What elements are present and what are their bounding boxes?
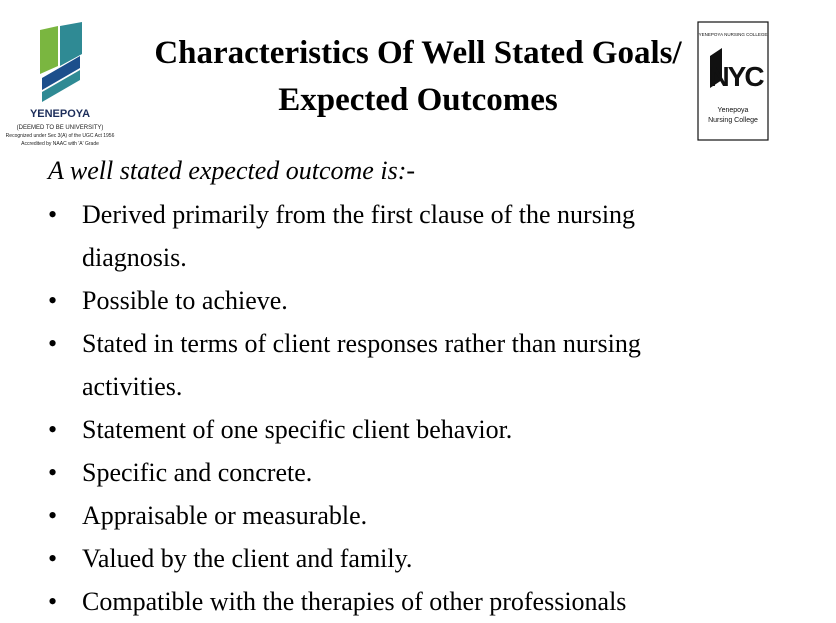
bullet-text: Compatible with the therapies of other professionals (82, 587, 627, 616)
svg-text:Yenepoya: Yenepoya (717, 107, 749, 114)
bullet-marker: • (48, 501, 58, 530)
bullet-marker: • (48, 544, 58, 573)
bullet-list (0, 193, 836, 623)
intro-text: A well stated expected outcome is:- (48, 156, 416, 185)
logo-left-name: YENEPOYA (29, 108, 91, 120)
bullet-item (0, 451, 836, 494)
bullet-text: Specific and concrete. (82, 458, 313, 487)
logo-right-mark: NYC (709, 61, 763, 92)
bullet-text: diagnosis. (82, 243, 187, 272)
bullet-text: Stated in terms of client responses rather than nursing (82, 329, 641, 358)
bullet-text: activities. (82, 372, 183, 401)
bullet-item (0, 193, 836, 279)
bullet-item (0, 580, 836, 623)
bullet-text: Statement of one specific client behavior. (82, 415, 513, 444)
slide-title (90, 30, 746, 124)
bullet-text: Possible to achieve. (82, 286, 288, 315)
bullet-text: Derived primarily from the first clause of the nursing (82, 200, 636, 229)
bullet-marker: • (48, 200, 58, 229)
bullet-marker: • (48, 286, 58, 315)
bullet-item (0, 408, 836, 451)
bullet-item (0, 322, 836, 408)
bullet-item (0, 494, 836, 537)
bullet-item (0, 537, 836, 580)
svg-text:YENEPOYA NURSING COLLEGE: YENEPOYA NURSING COLLEGE (698, 32, 768, 37)
bullet-marker: • (48, 329, 58, 358)
bullet-marker: • (48, 587, 58, 616)
bullet-item (0, 279, 836, 322)
bullet-text: Appraisable or measurable. (82, 501, 368, 530)
title-line-1: Characteristics Of Well Stated Goals/ (154, 35, 682, 71)
bullet-marker: • (48, 458, 58, 487)
svg-text:Accredited by NAAC with 'A' Gr: Accredited by NAAC with 'A' Grade (21, 141, 99, 147)
title-line-2: Expected Outcomes (278, 82, 558, 118)
bullet-marker: • (48, 415, 58, 444)
svg-text:(DEEMED TO BE UNIVERSITY): (DEEMED TO BE UNIVERSITY) (16, 125, 104, 131)
bullet-text: Valued by the client and family. (82, 544, 413, 573)
svg-text:Recognized under Sec 3(A) of t: Recognized under Sec 3(A) of the UGC Act 1956 (5, 133, 115, 139)
svg-text:Nursing College: Nursing College (708, 117, 758, 124)
